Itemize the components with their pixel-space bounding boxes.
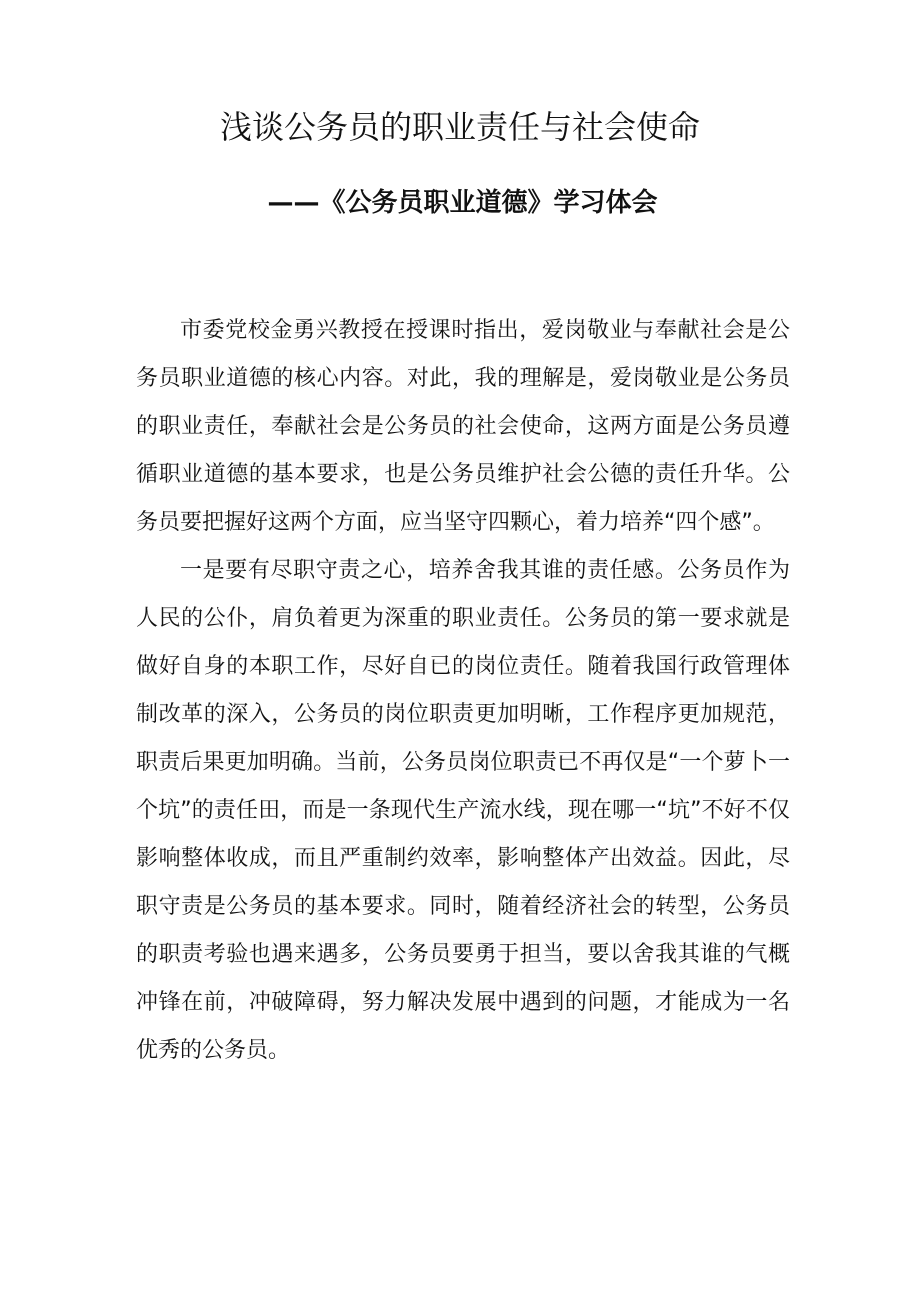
- document-title: 浅谈公务员的职业责任与社会使命: [219, 108, 700, 146]
- paragraph-intro: 市委党校金勇兴教授在授课时指出，爱岗敬业与奉献社会是公务员职业道德的核心内容。对此，我的理解是，爱岗敬业是公务员的职业责任，奉献社会是公务员的社会使命，这两方面是公务员遵循职业道德的基本要求，也是公务员维护社会公德的责任升华。公务员要把握好这两个方面，应当坚守四颗心，着力培养“四个感”。: [136, 318, 790, 535]
- paragraph-duty: 一是要有尽职守责之心，培养舍我其谁的责任感。公务员作为人民的公仆，肩负着更为深重的职业责任。公务员的第一要求就是做好自身的本职工作，尽好自已的岗位责任。随着我国行政管理体制改革的深入，公务员的岗位职责更加明晰，工作程序更加规范，职责后果更加明确。当前，公务员岗位职责已不再仅是“一个萝卜一个坑”的责任田，而是一条现代生产流水线，现在哪一“坑”不好不仅影响整体收成，而且严重制约效率，影响整体产出效益。因此，尽职守责是公务员的基本要求。同时，随着经济社会的转型，公务员的职责考验也遇来遇多，公务员要勇于担当，要以舍我其谁的气概冲锋在前，冲破障碍，努力解决发展中遇到的问题，才能成为一名优秀的公务员。: [136, 558, 790, 1063]
- document-body: [136, 307, 790, 1075]
- document-subtitle: ——《公务员职业道德》学习体会: [267, 188, 658, 218]
